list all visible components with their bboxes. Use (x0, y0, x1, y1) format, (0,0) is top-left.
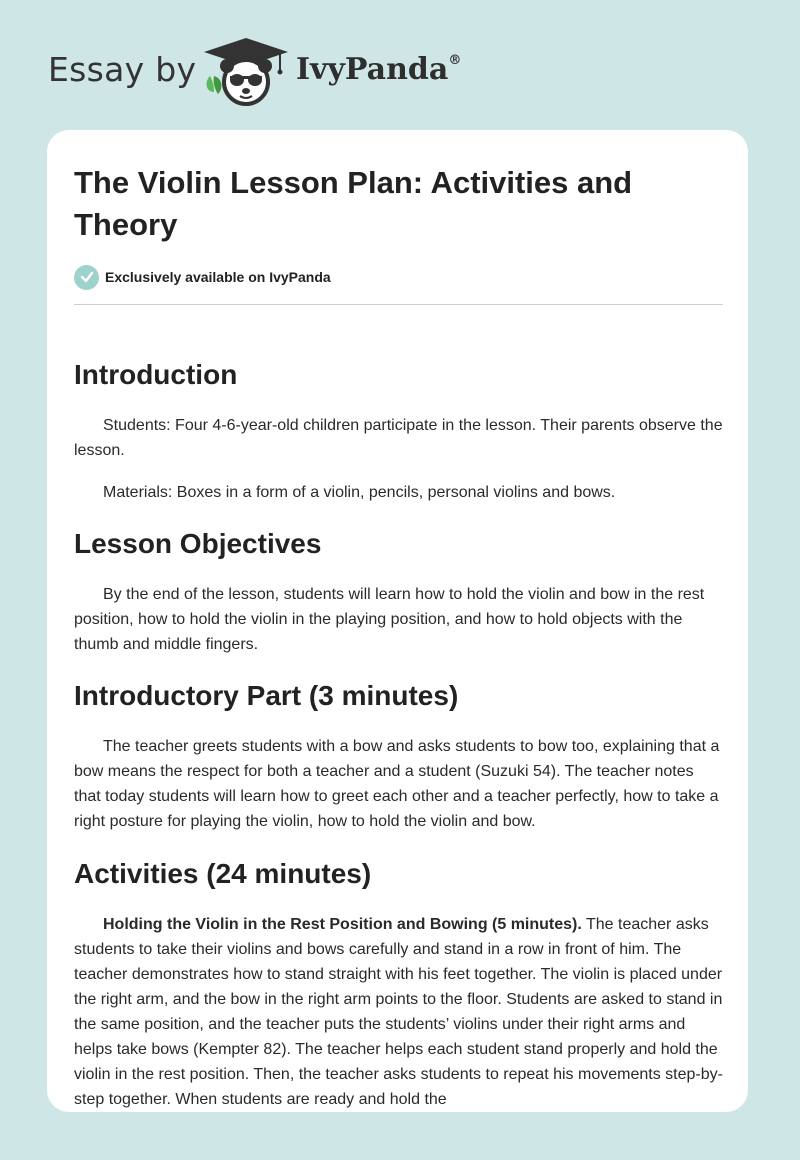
paragraph-text: The teacher asks students to take their violins and bows carefully and stand in a row in front of him. The teacher demonstrates how to stand straight with his feet together. The violin is placed under the right arm, and the bow in the right arm points to the floor. Students are asked to stand in the same position, and the teacher puts the students’ violins under their right arms and helps take bows (Kempter 82). The teacher helps each student stand properly and hold the violin in the rest position. Then, the teacher asks students to repeat his movements step-by-step together. When students are ready and hold the (74, 916, 723, 1108)
paragraph: By the end of the lesson, students will learn how to hold the violin and bow in the rest position, how to hold the violin in the playing position, and how to hold objects with the thumb and middle fingers. (74, 586, 705, 653)
section-heading: Introductory Part (3 minutes) (74, 680, 459, 711)
site-header (0, 0, 800, 130)
exclusive-badge (74, 264, 723, 290)
check-icon (74, 265, 99, 290)
section-heading: Introduction (74, 359, 238, 390)
paragraph: Students: Four 4-6-year-old children participate in the lesson. Their parents observe the lesson. (74, 417, 723, 459)
brand-name[interactable] (296, 52, 461, 87)
section-lesson-objectives (74, 527, 723, 657)
divider (74, 304, 723, 305)
paragraph: The teacher greets students with a bow and asks students to bow too, explaining that a bow means the respect for both a teacher and a student (Suzuki 54). The teacher notes that today students will learn how to greet each other and a teacher perfectly, how to take a right posture for playing the violin, how to hold the violin and bow. (74, 738, 720, 830)
section-heading: Activities (24 minutes) (74, 858, 372, 889)
section-introduction (74, 358, 723, 505)
panda-logo-icon[interactable] (200, 36, 292, 108)
paragraph: Materials: Boxes in a form of a violin, pencils, personal violins and bows. (103, 484, 616, 501)
essay-card (47, 130, 748, 1112)
essay-by-label: Essay by (48, 50, 197, 89)
exclusive-label: Exclusively available on IvyPanda (105, 269, 331, 285)
brand-text: IvyPanda (296, 52, 449, 87)
paragraph-lead: Holding the Violin in the Rest Position and Bowing (5 minutes). (103, 916, 582, 933)
registered-mark: ® (448, 53, 462, 68)
section-heading: Lesson Objectives (74, 528, 322, 559)
section-activities (74, 857, 723, 1112)
essay-content (74, 162, 723, 1108)
paragraph (74, 912, 723, 1112)
section-introductory-part (74, 679, 723, 834)
essay-title: The Violin Lesson Plan: Activities and Theory (74, 165, 633, 242)
